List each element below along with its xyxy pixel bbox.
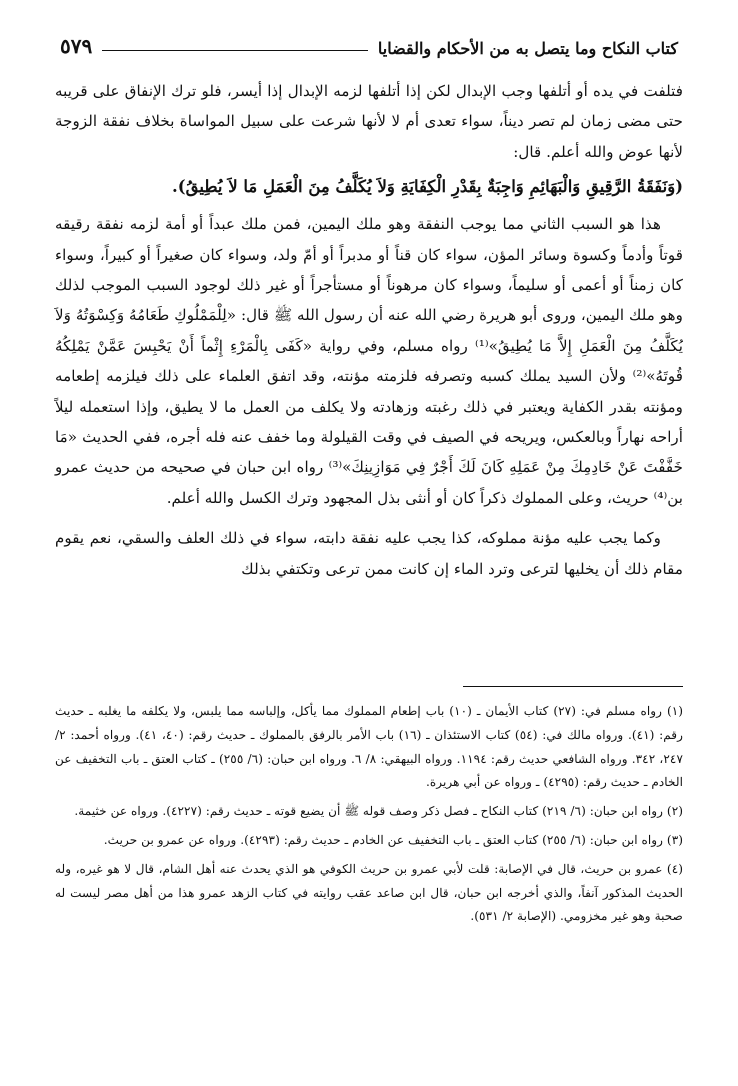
paragraph-1: فتلفت في يده أو أتلفها وجب الإبدال لكن إذا أتلفها لزمه الإبدال إذا أيسر، فلو ترك الإنفاق على قريبه حتى مضى زمان لم تصر ديناً، سواء تعدى أم لا لأنها شرعت على سبيل المواساة بخلاف نفقة الزوجة لأنها عوض والله أعلم. قال: [55, 82, 683, 161]
paragraph-2: هذا هو السبب الثاني مما يوجب النفقة وهو ملك اليمين، فمن ملك عبداً أو أمة لزمه نفقة رقيقه قوتاً وأدماً وكسوة وسائر المؤن، سواء كان قناً أو مدبراً أو أمّ ولد، وسواء كان صغيراً أو كبيراً، وسواء كان زمناً أو أعمى أو سليماً، وسواء كان مرهوناً أو مستأجراً أو غير ذلك لوجود السبب الموجب لذلك وهو ملك اليمين، وروى أبو هريرة رضي الله عنه أن رسول الله ﷺ قال: «لِلْمَمْلُوكِ طَعَامُهُ وَكِسْوَتُهُ وَلاَ يُكَلَّفُ مِنَ الْعَمَلِ إِلاَّ مَا يُطِيقُ»⁽¹⁾ رواه مسلم، وفي رواية «كَفَى بِالْمَرْءِ إِثْماً أَنْ يَحْبِسَ عَمَّنْ يَمْلِكُهُ قُوتَهُ»⁽²⁾ ولأن السيد يملك كسبه وتصرفه فلزمته مؤنته، وقد اتفق العلماء على ذلك فيلزمه إطعامه ومؤنته بقدر الكفاية ويعتبر في ذلك رغبته وزهادته ولا يكلف من العمل ما لا يطيق، وإذا استعمله ليلاً أراحه نهاراً وبالعكس، ويريحه في الصيف في وقت القيلولة وما خفف عنه فله أجره، ففي الحديث «مَا خَفَّفْتَ عَنْ خَادِمِكَ مِنْ عَمَلِهِ كَانَ لَكَ أَجْرٌ فِي مَوَازِينِكَ»⁽³⁾ رواه ابن حبان في صحيحه من حديث عمرو بن⁽⁴⁾ حريث، وعلى المملوك ذكراً كان أو أنثى بذل المجهود وترك الكسل والله أعلم. [55, 215, 683, 507]
chapter-title: كتاب النكاح وما يتصل به من الأحكام والقضايا [377, 39, 678, 58]
footnote-separator [463, 686, 683, 687]
page-number: ٥٧٩ [60, 34, 93, 58]
footnote-4: (٤) عمرو بن حريث، قال في الإصابة: قلت لأبي عمرو بن حريث الكوفي هو الذي يحدث عنه أهل الشام، قال لا هو غيره، وله الحديث المذكور آنفاً، والذي أخرجه ابن حبان، قال ابن صاعد عقب روايته في كتاب الزهد عمرو هذا من أهل مصر ليست له صحبة وهو غير مخزومي. (الإصابة ٢/ ٥٣١). [55, 861, 683, 924]
footnote-1: (١) رواه مسلم في: (٢٧) كتاب الأيمان ـ (١٠) باب إطعام المملوك مما يأكل، وإلباسه مما يلبس، ولا يكلفه ما يغلبه ـ حديث رقم: (٤١). ورواه مالك في: (٥٤) كتاب الاستئذان ـ (١٦) باب الأمر بالرفق بالمملوك ـ حديث رقم: (٤٠، ٤١). ورواه أحمد: ٢/ ٢٤٧، ٣٤٢. ورواه الشافعي حديث رقم: ١١٩٤. ورواه البيهقي: ٨/ ٦. ورواه ابن حبان: (٦/ ٢٥٥) ـ كتاب العتق ـ باب التخفيف عن الخادم ـ حديث رقم: (٤٢٩٥) ـ ورواه عن أبي هريرة. [55, 704, 684, 790]
main-text [55, 76, 683, 584]
footnotes [55, 700, 683, 934]
matn-quote: (وَنَفَقَةُ الرَّقِيقِ وَالْبَهَائِمِ وَاجِبَةٌ بِقَدْرِ الْكِفَايَةِ وَلاَ يُكَلَّفُ مِنَ الْعَمَلِ مَا لاَ يُطِيقُ). [172, 177, 683, 197]
footnote-3: (٣) رواه ابن حبان: (٦/ ٢٥٥) كتاب العتق ـ باب التخفيف عن الخادم ـ حديث رقم: (٤٢٩٣). ورواه عن عمرو بن حريث. [103, 832, 683, 847]
paragraph-3: وكما يجب عليه مؤنة مملوكه، كذا يجب عليه نفقة دابته، سواء في ذلك العلف والسقي، نعم يقوم مقام ذلك أن يخليها لترعى وترد الماء إن كانت ممن ترعى وتكتفي بذلك [55, 529, 683, 578]
running-header [60, 28, 678, 58]
header-rule [102, 50, 368, 51]
footnote-2: (٢) رواه ابن حبان: (٦/ ٢١٩) كتاب النكاح ـ فصل ذكر وصف قوله ﷺ أن يضيع قوته ـ حديث رقم: (٤٢٢٧). ورواه عن خثيمة. [74, 804, 683, 819]
